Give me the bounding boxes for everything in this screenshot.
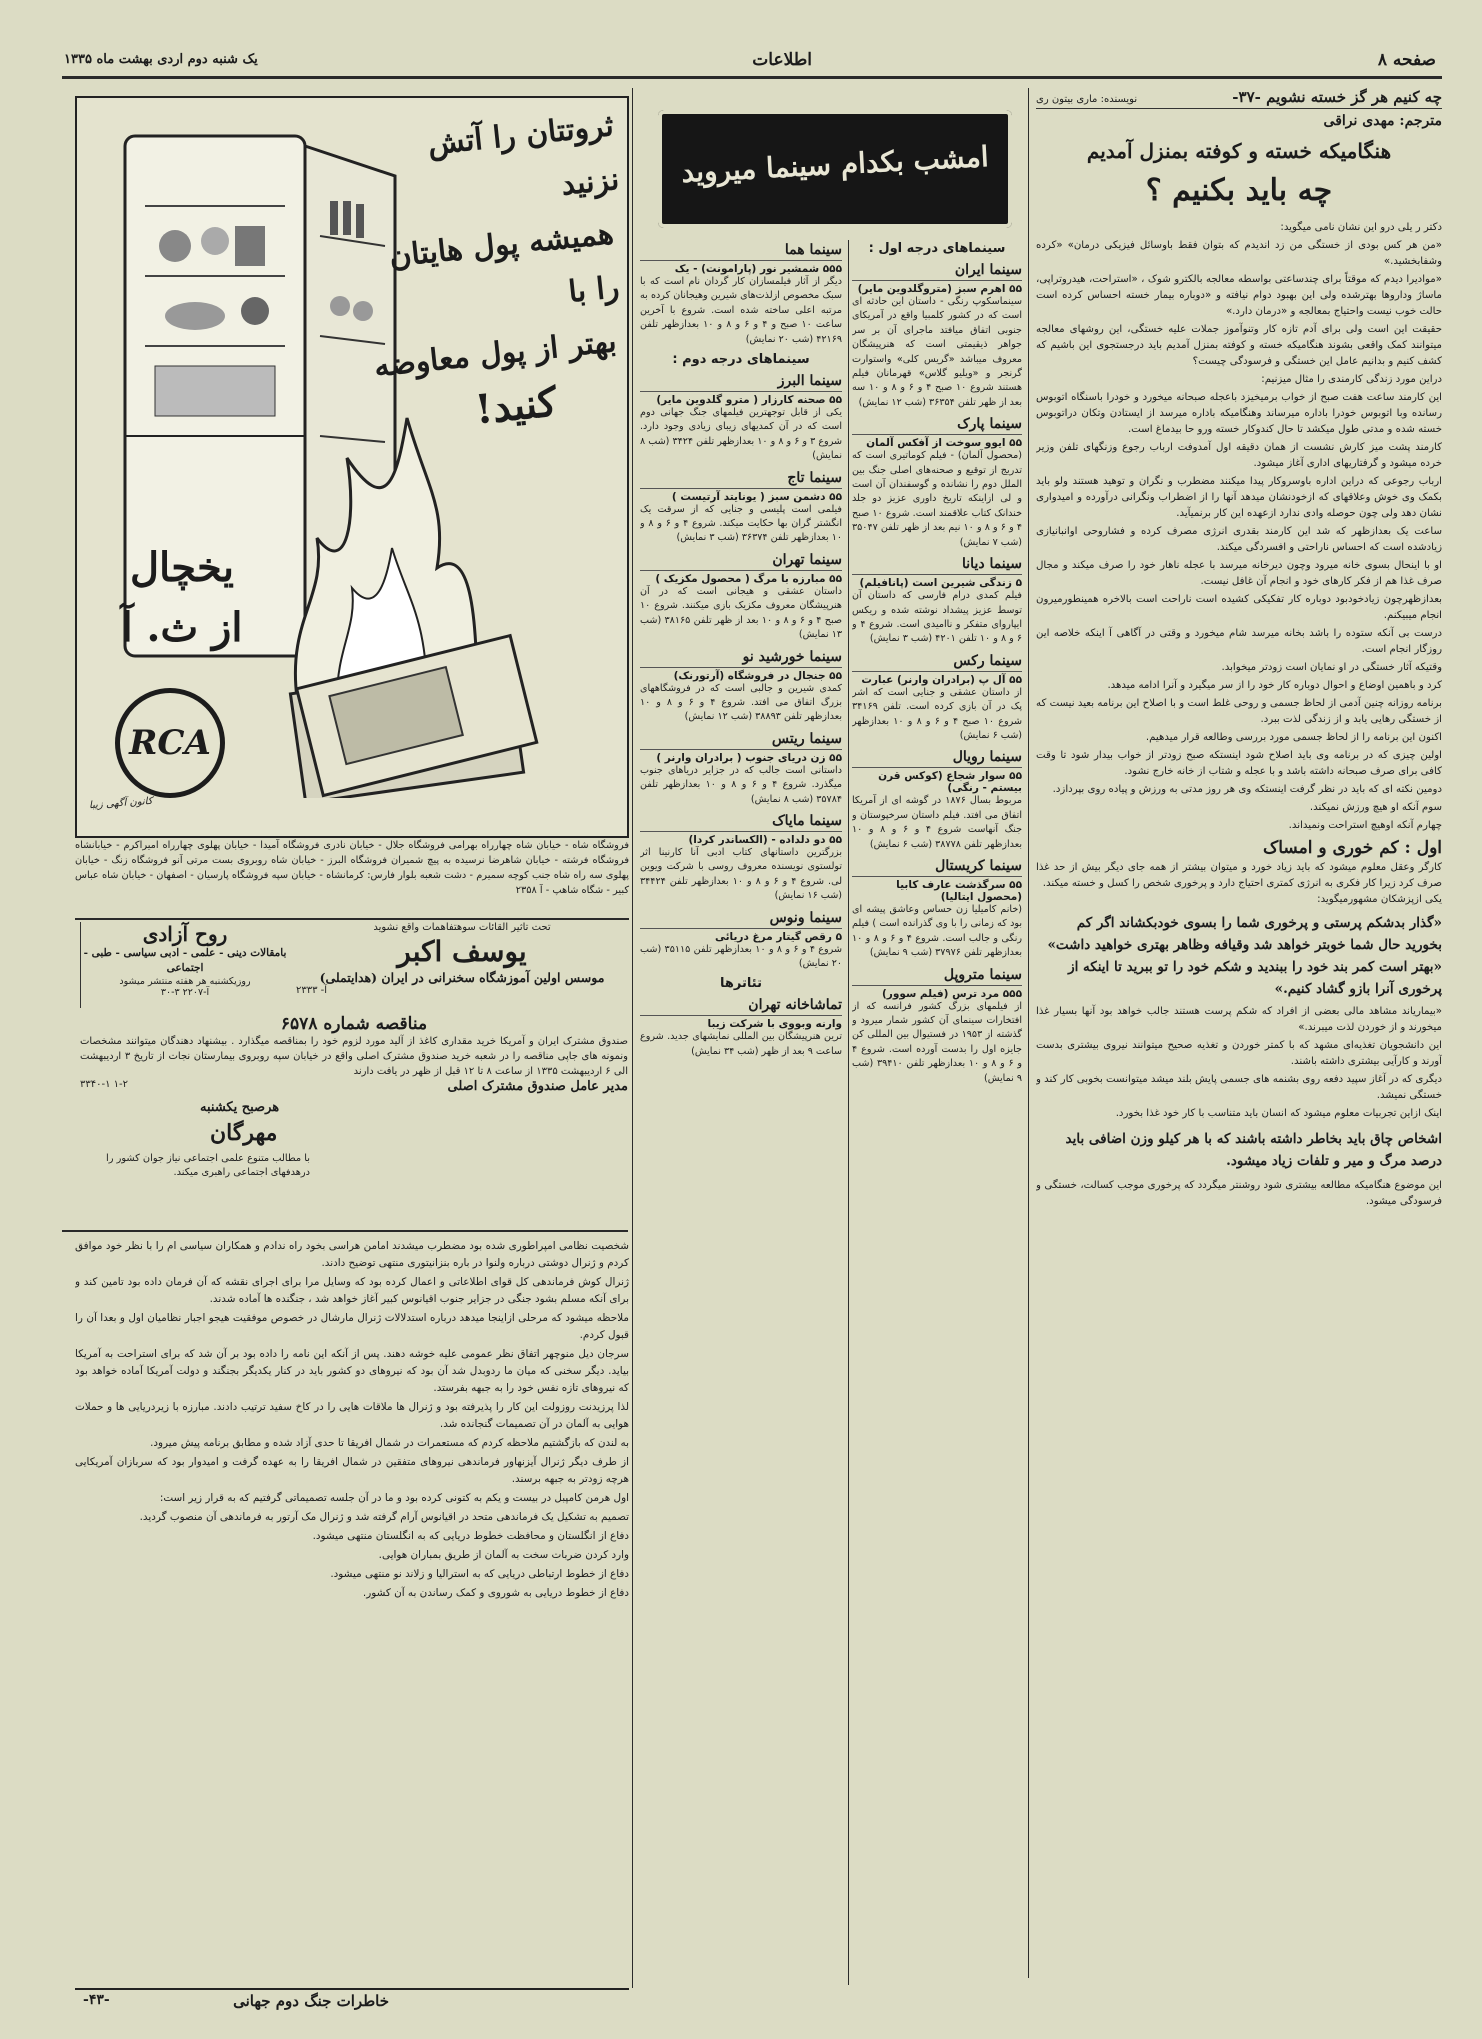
caption-warning: تحت تاثیر القائات سوهتفاهمات واقع نشوید <box>373 922 551 933</box>
film-title: ۵۵ سوار شجاع (کوکس قرن بیستم - رنگی) <box>878 770 1022 795</box>
film-description: سینماسکوپ رنگی - داستان این حادثه ای است که در کشور کلمبیا واقع در آمریکای جنوبی اتفاق میافتد ماجرای آن بر سر جواهر ذیقیمتی است که هنرپیشگان معروف میباشد «گریس کلی» واستوارت گرنجر و «ویلیو گلاس» قهرمانان فیلم هستند شروع ۱۰ صبح ۴ و ۶ و ۸ و ۱۰ سه بعد از ظهر تلفن ۳۶۳۵۴ (شب ۱۲ نمایش) <box>852 296 1022 408</box>
bold-note: اشخاص چاق باید بخاطر داشته باشند که با هر کیلو وزن اضافی باید درصد مرگ و میر و تلفات زیاد میشود. <box>1065 1131 1442 1169</box>
slogan-line-2: همیشه پول هایتان را با <box>387 216 621 310</box>
film-description: کمدی شیرین و جالبی است که در فروشگاههای بزرگ اتفاق می افتد. شروع ۴ و ۶ و ۸ و ۱۰ بعدازظهر تلفن ۳۸۸۹۳ (شب ۱۲ نمایش) <box>640 682 842 723</box>
article-body <box>1036 220 1442 834</box>
health-article <box>1036 88 1442 1973</box>
newspaper-name: اطلاعات <box>752 50 812 70</box>
memoir-paragraph: از طرف دیگر ژنرال آیزنهاور فرماندهی نیروهای متفقین در شمال افریقا را به عهده گرفت و امیدوار بود که سربازان آمریکایی هرچه زودتر به جبهه برسند. <box>75 1456 629 1485</box>
memoir-paragraph: دفاع از انگلستان و محافظت خطوط دریایی که به انگلستان منتهی میشود. <box>312 1530 629 1542</box>
journal-code: آ-۲۲۰۷ ۳-۳۰ <box>160 987 210 998</box>
teacher-name: یوسف اکبر <box>397 935 527 968</box>
film-title: ۵۵ آل پ (برادران وارنر) عبارت <box>861 673 1022 686</box>
series-title: چه کنیم هر گز خسته نشویم -۳۷- <box>1232 88 1442 106</box>
film-title: ۵۵۵ مرد ترس (فیلم سوور) <box>882 987 1022 1000</box>
cinema-listing <box>640 649 842 725</box>
cinema-listings-left <box>640 236 842 1981</box>
memoir-paragraph: اول هرمن کامپبل در بیست و یکم به کتونی کرده بود و ما در آن جلسه تصمیماتی گرفتیم که به قرار زیر است: <box>159 1492 629 1504</box>
memoir-page-mark: -۴۳- <box>83 1992 110 2008</box>
cinema-listing <box>640 910 842 972</box>
cinema-listing <box>640 997 842 1059</box>
slogan-line-1: ثروتتان را آتش نزنید <box>426 108 621 203</box>
article-paragraph: ساعت یک بعدازظهر که شد این کارمند بقدری انرژی مصرف کرده و فشاروحی اوانبانیازی زیادشده است که احساس ناراحتی و افسردگی میکند. <box>1036 526 1442 553</box>
article-paragraph: حقیقت این است ولی برای آدم تازه کار وتنوآموز جملات علیه خستگی، این روشهای معالجه میتوانند کمک واقعی بشوند هنگامیکه خسته و کوفته بمنزل آمدیم باید درجستجوی این باشیم که کشف کنیم و بدانیم عامل این خستگی و فرسودگی چیست؟ <box>1036 324 1442 367</box>
section-heading: اول : کم خوری و امساک <box>1263 838 1442 858</box>
cinema-name: تماشاخانه تهران <box>640 997 842 1016</box>
rca-refrigerator-ad <box>75 96 629 838</box>
cinema-name: سینما دیانا <box>852 556 1022 575</box>
memoir-paragraph: وارد کردن ضربات سخت به آلمان از طریق بمباران هوایی. <box>378 1549 629 1561</box>
film-description: (محصول آلمان) - فیلم کوماتیری است که تدریج از توقیع و صحنه‌های اصلی جنگ بین الملل دوم را نشانده و گوسفندان آن است و لی ازاینکه تاریخ داوری عزیز دو جلد خندانک کتاب علاقمند است. شروع ۱۰ صبح ۴ و ۶ و ۸ و ۱۰ نیم بعد از ظهر تلفن ۳۵۰۴۷ (شب ۷ نمایش) <box>852 450 1022 548</box>
cinema-name: سینما متروپل <box>852 967 1022 986</box>
journal-schedule: روزیکشنبه هر هفته منتشر میشود <box>119 976 251 987</box>
film-description: (خانم کامیلیا زن حساس وعاشق پیشه ای بود که زمانی را با وی گذرانده است ) فیلم رنگی و جالب است. شروع ۴ و ۶ و ۸ و ۱۰ بعدازظهر تلفن ۳۷۹۷۶ (شب ۹ نمایش) <box>852 903 1022 959</box>
article-paragraph: اولین چیزی که در برنامه وی باید اصلاح شود اینستکه صبح زودتر از خواب بیدار شود تا وقت کافی برای صرف صبحانه داشته باشد و با عجله و شتاب از خانه خارج نشود. <box>1036 750 1442 777</box>
cinema-name: سینما رکس <box>852 653 1022 672</box>
memoir-paragraph: ژنرال کوش فرماندهی کل قوای اطلاعاتی و اعمال کرده بود که وسایل مرا برای اجرای نقشه که آن فرمان داده بود تامین کند و برای آنکه مسلم بشود جنگی در جزایر جنوب اقیانوس کبیر آغاز خواهد شد ، جنگنده ها آماده شدند. <box>75 1276 629 1305</box>
memoir-paragraph: دفاع از خطوط دریایی به شوروی و کمک رساندن به آن کشور. <box>362 1587 629 1599</box>
issue-date: یک شنبه دوم اردی بهشت ماه ۱۳۳۵ <box>64 52 258 67</box>
film-title: ۵۵ ایوو سوخت از آفکس آلمان <box>866 437 1022 450</box>
column-rule <box>1028 88 1029 1978</box>
cinema-name: سینما خورشید نو <box>640 649 842 668</box>
banner-title: امشب بکدام سینما میروید <box>680 139 990 190</box>
film-title: ۵۵ صحنه کارزار ( مترو گلدوین مایر) <box>656 394 842 407</box>
cinema-listing <box>852 262 1022 410</box>
film-description: داستانی است جالب که در جزایر دریاهای جنوب میگذرد. شروع ۴ و ۶ و ۸ و ۱۰ بعدازظهر تلفن ۳۵۷۸۴ (شب ۸ نمایش) <box>640 764 842 805</box>
journal-description: بامقالات دینی - علمی - ادبی سیاسی - طبی - اجتماعی <box>83 947 287 974</box>
header-rule <box>62 76 1442 79</box>
film-description: داستان عشقی و هیجانی است که در آن هنرپیشگان معروف مکزیک بازی میکنند. شروع ۱۰ صبح ۴ و ۶ و ۸ و ۱۰ بعد از ظهر تلفن ۳۸۱۶۵ (شب ۱۳ نمایش) <box>640 585 842 641</box>
film-description: فیلم کمدی درام فارسی که داستان آن توسط عزیز پیشداد نوشته شده و ریکس ایپاروای متفکر و ناامیدی است. شروع ۴ و ۶ و ۸ و ۱۰ تلفن ۴۲۰۱ (شب ۳ نمایش) <box>852 590 1022 645</box>
memoir-paragraph: لذا پرزیدنت روزولت این کار را پذیرفته بود و ژنرال ها ملاقات هایی را در کاخ سفید ترتیب دادند. مبارزه با زیردریایی ها و حملات هوایی به آلمان در آن تصمیمات گنجانده شد. <box>75 1401 629 1430</box>
memoir-title: خاطرات جنگ دوم جهانی <box>233 1992 389 2010</box>
mehregan-ad <box>80 1092 628 1188</box>
film-title: وارنه وبووی با شرکت زیبا <box>707 1018 842 1031</box>
cinema-name: سینما هما <box>640 242 842 261</box>
article-paragraph: دکتر ر یلی درو این نشان نامی میگوید: <box>1280 222 1442 233</box>
cinema-listing <box>640 242 842 347</box>
cinema-listing <box>640 373 842 464</box>
article-paragraph: درست بی آنکه ستوده را باشد بخانه میرسد شام میخورد و وقتی در آگاهی آ اینکه خلاصه این روزگار انجام است. <box>1036 628 1442 655</box>
article-paragraph: سوم آنکه او هیچ ورزش نمیکند. <box>1309 802 1442 813</box>
cinema-name: سینما تاج <box>640 470 842 489</box>
article-paragraph: برنامه روزانه چنین آدمی از لحاظ جسمی و روحی غلط است و با اصلاح این برنامه بعید نیست که از خستگی رهایی یابد و از زندگی لذت ببرد. <box>1036 698 1442 725</box>
film-description: از فیلمهای بزرگ کشور فرانسه که از افتخارات سینمای آن کشور شمار میرود و گذشته از ۱۹۵۳ در فستیوال بین المللی کن جایزه اول را بدست آورده است. شروع ۴ و ۶ و ۸ و ۱۰ بعدازظهر تلفن ۳۹۴۱۰ (شب ۹ نمایش) <box>852 1000 1022 1084</box>
cinema-listing <box>852 858 1022 961</box>
memoir-paragraph: به لندن که بازگشتیم ملاحظه کردم که مستعمرات در شمال افریقا تا حدی آزاد شده و مطابق برنامه پیش میرود. <box>150 1437 629 1449</box>
cinema-section-heading: سینماهای درجه دوم : <box>672 352 810 368</box>
film-description: شروع ۴ و ۶ و ۸ و ۱۰ بعدازظهر تلفن ۳۵۱۱۵ (شب ۲۰ نمایش) <box>640 943 842 969</box>
cinema-name: سینما ونوس <box>640 910 842 929</box>
cinema-name: سینما ایران <box>852 262 1022 281</box>
article-paragraph: «موادیرا دیدم که موقتاً برای چندساعتی بواسطه معالجه بالکترو شوک ، «استراحت، هیدروتراپی، ماساژ وداروها بهترشده ولی این بهبود دوام نیافته و «دوباره بیمار خسته احساس کرده است حالت خوب نیست واحتیاج بمعالجه و «درمان دارد.» <box>1036 274 1442 317</box>
ad-stores-list: فروشگاه شاه - خیابان شاه چهارراه بهرامی فروشگاه جلال - خیابان نادری فروشگاه آمیدا - خیابان پهلوی چهارراه امیراکرم - خیابانشاه فروشگاه فرشته - خیابان شاهرضا نرسیده به پیچ شمیران فروشگاه البرز - خیابان شاه روبروی بست مرتی آنو فروشگاه زنگ - خیابان پهلوی سه راه شاه جنب کوچه سمیرم - دشت شعبه بلوار فارس: کرمانشاه - خیابان سپه فروشگاه پارسیان - اصفهان - خیابان شاه عباس کبیر - شگاه شاهپ - آ ۲۳۵۸ <box>75 840 629 896</box>
ad-slogan <box>367 108 621 436</box>
article-body-continued <box>1036 1004 1442 1122</box>
memoir-paragraph: تصمیم به تشکیل یک فرماندهی متحد در اقیانوس آرام گرفته شد و ژنرال مک آرتور به فرماندهی آن منصوب گردید. <box>139 1511 629 1523</box>
tender-title: مناقصه شماره ۶۵۷۸ <box>280 1014 428 1034</box>
teacher-ad <box>296 922 628 1012</box>
film-title: ۵ رقص گیتار مرغ دریائی <box>714 930 842 943</box>
film-description: مربوط بسال ۱۸۷۶ در گوشه ای از آمریکا اتفاق می افتد. فیلم داستان سرخپوستان و جنگ آنهاست شروع ۴ و ۶ و ۸ و ۱۰ بعدازظهر تلفن ۳۸۷۷۸ (شب ۶ نمایش) <box>852 795 1022 850</box>
memoir-footer <box>75 1988 629 2014</box>
war-memoir <box>75 1238 629 1983</box>
mehregan-intro: هرصبح یکشنبه <box>200 1100 280 1115</box>
agency-signature: کانون آگهی زیبا <box>88 795 153 812</box>
cinema-listing <box>852 749 1022 852</box>
quote-intro: یکی ازپزشکان مشهورمیگوید: <box>1317 894 1442 905</box>
teacher-code: آ- ۲۳۳۳ <box>296 985 328 996</box>
page-header <box>62 48 1442 72</box>
cinema-banner <box>658 110 1012 228</box>
mehregan-text: با مطالب متنوع علمی اجتماعی نیاز جوان کشور را درهدفهای اجتماعی راهبری میکند. <box>106 1153 310 1178</box>
film-title: ۵۵۵ شمشیر نور (پارامونت) - یک <box>674 263 842 275</box>
film-description: ترین هنرپیشگان بین المللی نمایشهای جدید. شروع ساعت ۹ بعد از ظهر (شب ۳۴ نمایش) <box>640 1031 842 1057</box>
cinema-listing <box>640 470 842 546</box>
cinema-listing <box>852 556 1022 647</box>
cinema-listing <box>640 552 842 643</box>
film-title: ۵۵ اهرم سبز (متروگلدوین مایر) <box>857 283 1022 295</box>
film-title: ۵۵ جنجال در فروشگاه (آرتورنک) <box>673 669 842 682</box>
teacher-description: موسس اولین آموزشگاه سخنرانی در ایران (هدایتملی) <box>319 970 605 985</box>
film-description: دیگر از آثار فیلمسازان کار گردان نام است که با سبک مخصوص ازلذت‌های شیرین وهیجانان کرده به مرتبه اعلی ساخته شده است. شروع با آخرین ساعت ۱۰ صبح و ۴ و ۶ و ۸ و ۱۰ بعدازظهر تلفن ۴۲۱۶۹ (شب ۲۰ نمایش) <box>640 276 842 345</box>
tender-notice <box>80 1014 628 1094</box>
article-paragraph: «من هر کس بودی از خستگی من زد اندیدم که بتوان فقط باوسائل فیزیکی درمان» «کرده وشفابخشید.» <box>1036 240 1442 267</box>
cinema-section-heading: سینماهای درجه اول : <box>868 241 1006 256</box>
cinema-listings-right <box>852 236 1022 1981</box>
article-paragraph: دومین نکته ای که باید در نظر گرفت اینستکه وی هر روز مدتی به ورزش و پیاده روی بپردازد. <box>1052 784 1442 795</box>
section-body: کارگر وعقل معلوم میشود که باید زیاد خورد و میتوان بیشتر از همه جای دیگر بیش از حد غذا صرف کرد زیرا کار فکری به انرژی کمتری احتیاج دارد و پرخوری شخص را کسل و خسته میکند. <box>1036 862 1442 889</box>
pull-quote: «گذار بدشکم پرستی و پرخوری شما را بسوی خودبکشاند اگر کم بخورید حال شما خوبتر خواهد شد وقیافه وظاهر بهتری خواهید داشت» «بهتر است کمر بند خود را ببندید و شکم خود را تو ببرید تا اینکه از پرخوری آنرا بازو گشاد کنیم.» <box>1047 915 1442 997</box>
article-paragraph: «بیماریاند مشاهد مالی بعضی از افراد که شکم پرست هستند جالب خواهد بود آنها بسیار غذا میخورند و از خوردن لذت میبرند.» <box>1036 1006 1442 1033</box>
film-title: ۵۵ مبارزه با مرگ ( محصول مکزیک ) <box>655 572 842 585</box>
article-paragraph: چهارم آنکه اوهیچ استراحت ونمیداند. <box>1288 820 1442 831</box>
rca-brand-text: RCA <box>129 723 211 763</box>
memoir-paragraph: دفاع از خطوط ارتباطی دریایی که به استرالیا و زلاند نو منتهی میشود. <box>330 1568 629 1580</box>
product-line-1: یخچال <box>129 544 235 591</box>
film-description: بزرگترین داستانهای کتاب ادبی آنا کارنینا اثر تولستوی نویسنده معروف روسی با شرکت ویوین لی. شروع ۴ و ۶ و ۸ و ۱۰ بعدازظهر تلفن ۳۴۴۲۴ (شب ۱۶ نمایش) <box>640 846 842 902</box>
article-paragraph: این دانشجویان تغذیه‌ای مشهد که با کمتر خوردن و تغذیه صحیح میتوانند نیروی بیشتری بدست آورند و کارآیی بیشتری داشته باشند. <box>1036 1040 1442 1067</box>
author-line: نویسنده: ماری بیتون ری <box>1036 94 1138 105</box>
film-title: ۵۵ دو دلداده - (الکساندر کردا) <box>688 833 842 846</box>
product-line-2: از ث. آ <box>121 604 243 651</box>
cinema-listing <box>852 416 1022 550</box>
rca-logo <box>115 688 225 798</box>
journal-name: روح آزادی <box>142 922 228 946</box>
article-final: این موضوع هنگامیکه مطالعه بیشتری شود روشنتر میگردد که پرخوری موجب کسالت، خستگی و فرسودگی میشود. <box>1036 1180 1442 1207</box>
section-rule <box>62 1230 628 1232</box>
film-description: یکی از قابل توجهترین فیلمهای جنگ جهانی دوم است که در آن کمدیهای زیبای زیادی وجود دارد. شروع ۳ و ۶ و ۸ و ۱۰ بعدازظهر تلفن ۳۴۲۴ (شب ۸ نمایش) <box>640 407 842 462</box>
cinema-listing <box>640 813 842 904</box>
article-paragraph: دیگری که در آغاز سپید دفعه روی بشنمه های جسمی پایش بلند میشد میتوانست بخوبی کار کند و خستگی نمیشد. <box>1036 1074 1442 1101</box>
article-paragraph: اکنون این برنامه را از لحاظ جسمی مورد بررسی وطالعه قرار میدهیم. <box>1145 732 1442 743</box>
slogan-line-4: کنید! <box>472 378 560 434</box>
journal-ad <box>80 922 289 1008</box>
tender-body: صندوق مشترک ایران و آمریکا خرید مقداری کاغذ از آلید مورد لزوم خود را بمناقصه میگذارد . بیشنهاد دهندگان میتوانند مشخصات ونمونه های جاپی مناقصه را در شعبه خرید صندوق مشترک اصلی واقع در خیابان سپه روبروی بیمارستان نجات از تاریخ ۳ اردیبهشت الی ۶ اردیبهشت ۱۳۳۵ از ساعت ۸ تا ۱۲ قبل از ظهر در یافت دارند <box>80 1036 629 1077</box>
cinema-listing <box>852 653 1022 744</box>
film-title: ۵۵ دشمن سبز ( یونایتد آرتیست ) <box>671 490 842 503</box>
cinema-name: سینما البرز <box>640 373 842 392</box>
film-title: ۵۵ سرگذشت عارف کابیا (محصول ایتالیا) <box>896 878 1022 903</box>
cinema-section-heading: تئاترها <box>720 976 762 992</box>
memoir-paragraph: ملاحظه میشود که مرحلی ازاینجا میدهد درباره استدلالات ژنرال مارشال در خصوص موفقیت هیجو اجبار نظامیان اول و بعدا آن را قبول کردم. <box>75 1312 629 1341</box>
column-rule <box>632 88 633 1988</box>
article-paragraph: کرد و باهمین اوضاع و احوال دوباره کار خود را از سر میگیرد و آنرا ادامه میدهد. <box>1107 680 1442 691</box>
article-subhead: چه باید بکنیم ؟ <box>1145 173 1333 208</box>
article-paragraph: کارمند پشت میز کارش نشست از همان دقیقه اول آمدوفت ارباب رجوع وزنگهای تلفن وزیر خرده میشود و گرفتاریهای اداری آغاز میشود. <box>1036 442 1442 469</box>
tender-signature: مدیر عامل صندوق مشترک اصلی <box>447 1079 628 1094</box>
cinema-name: سینما رویال <box>852 749 1022 768</box>
memoir-paragraph: شخصیت نظامی امپراطوری شده بود مضطرب میشدند امامن هراسی بخود راه ندادم و همکاران سیاسی ام را با نظر خود موافق کردم و ژنرال دوشتی درباره ولنوا در باره بنزانیتوری منتهی توضیح دادند. <box>75 1240 629 1269</box>
cinema-listing <box>852 967 1022 1086</box>
column-rule <box>848 240 849 1985</box>
cinema-name: سینما پارک <box>852 416 1022 435</box>
mehregan-name: مهرگان <box>210 1120 278 1146</box>
film-description: فیلمی است پلیسی و جنایی که از سرقت یک انگشتر گران بها حکایت میکند. شروع ۴ و ۶ و ۸ و ۱۰ بعدازظهر تلفن ۳۶۳۷۴ (شب ۳ نمایش) <box>640 503 842 544</box>
translator-line: مترجم: مهدی نراقی <box>1323 113 1442 129</box>
article-paragraph: وقتیکه آثار خستگی در او نمایان است زودتر میخوابد. <box>1221 662 1442 673</box>
article-paragraph: او با اینحال بسوی خانه میرود وچون دیرخانه میرسد با عجله ناهار خود را صرف میکند و مجال صرف غذا هم از فکر کارهای خود و انجام آن غافل نیست. <box>1036 560 1442 587</box>
slogan-line-3: بهتر از پول معاوضه <box>372 324 619 385</box>
article-paragraph: دراین مورد زندگی کارمندی را مثال میزنیم: <box>1261 374 1442 385</box>
memoir-paragraph: سرجان دیل منوچهر اتفاق نظر عمومی علیه خوشه دهند. پس از آنکه این نامه را داده بود بر آن شد که برای استراحت به آمریکا بیاید. دیگر سخنی که میان ما ردوبدل شد آن بود که نیروهای دو کشور باید در کنار یکدیگر بجنگند و دولت آمریکا آماده خواهد بود که نیروهای تازه نفس خود را به جبهه بفرستد. <box>75 1348 629 1394</box>
cinema-name: سینما تهران <box>640 552 842 571</box>
film-title: ۵۵ زن دریای جنوب ( برادران وارنر ) <box>656 751 842 764</box>
article-paragraph: ارباب رجوعی که دراین اداره باوسروکار پیدا میکنند مضطرب و نگران و توهید هستند ولو باید بکمک وی خوش وعلاقهای که ازخودنشان میدهد آنها را از اضطراب ونگرانی درآورده و امیدواری نشان دهد ولی چون حوصله وادی ندارد ازعهده این کار برنمیآید. <box>1036 476 1442 519</box>
product-name <box>97 538 267 658</box>
burning-banknotes-illustration <box>277 618 547 798</box>
cinema-name: سینما ریتس <box>640 731 842 750</box>
film-description: از داستان عشقی و جنایی است که اشر پک در آن بازی کرده است. تلفن ۳۴۱۶۹ شروع ۱۰ صبح ۴ و ۶ و ۸ و ۱۰ بعدازظهر (شب ۶ نمایش) <box>852 686 1022 741</box>
cinema-name: سینما مایاک <box>640 813 842 832</box>
notice-rule <box>75 918 629 920</box>
article-paragraph: این کارمند ساعت هفت صبح از خواب برمیخیزد باعجله صبحانه میخورد و خودرا باسنگاه اتوبوس رسانده وبا اتوبوس خودرا باداره میرساند وهنگامیکه باداره میرسد از ایستادن وتکان دراتوبوس خسته شده و مدتی طول میکشد تا حال کندوکار خسته ورو حا بیدماغ است. <box>1036 392 1442 435</box>
article-paragraph: بعدازظهرچون زیادخودبود دوباره کار تفکیکی کشیده است ناراحت است بالاخره همینطورمیرون انجام میبیکنم. <box>1036 594 1442 621</box>
page-number: صفحه ۸ <box>1377 50 1436 70</box>
film-title: ۵ زندگی شیرین است (پانافیلم) <box>859 577 1022 590</box>
tender-code: ۱-۲ ۳۳۴۰-۱ <box>80 1079 129 1090</box>
article-paragraph: اینک ازاین تجربیات معلوم میشود که انسان باید متناسب با کار خود غذا بخورد. <box>1115 1108 1442 1119</box>
article-headline: هنگامیکه خسته و کوفته بمنزل آمدیم <box>1086 139 1392 163</box>
memoir-body <box>75 1238 629 1602</box>
cinema-listing <box>640 731 842 807</box>
cinema-name: سینما کریستال <box>852 858 1022 877</box>
